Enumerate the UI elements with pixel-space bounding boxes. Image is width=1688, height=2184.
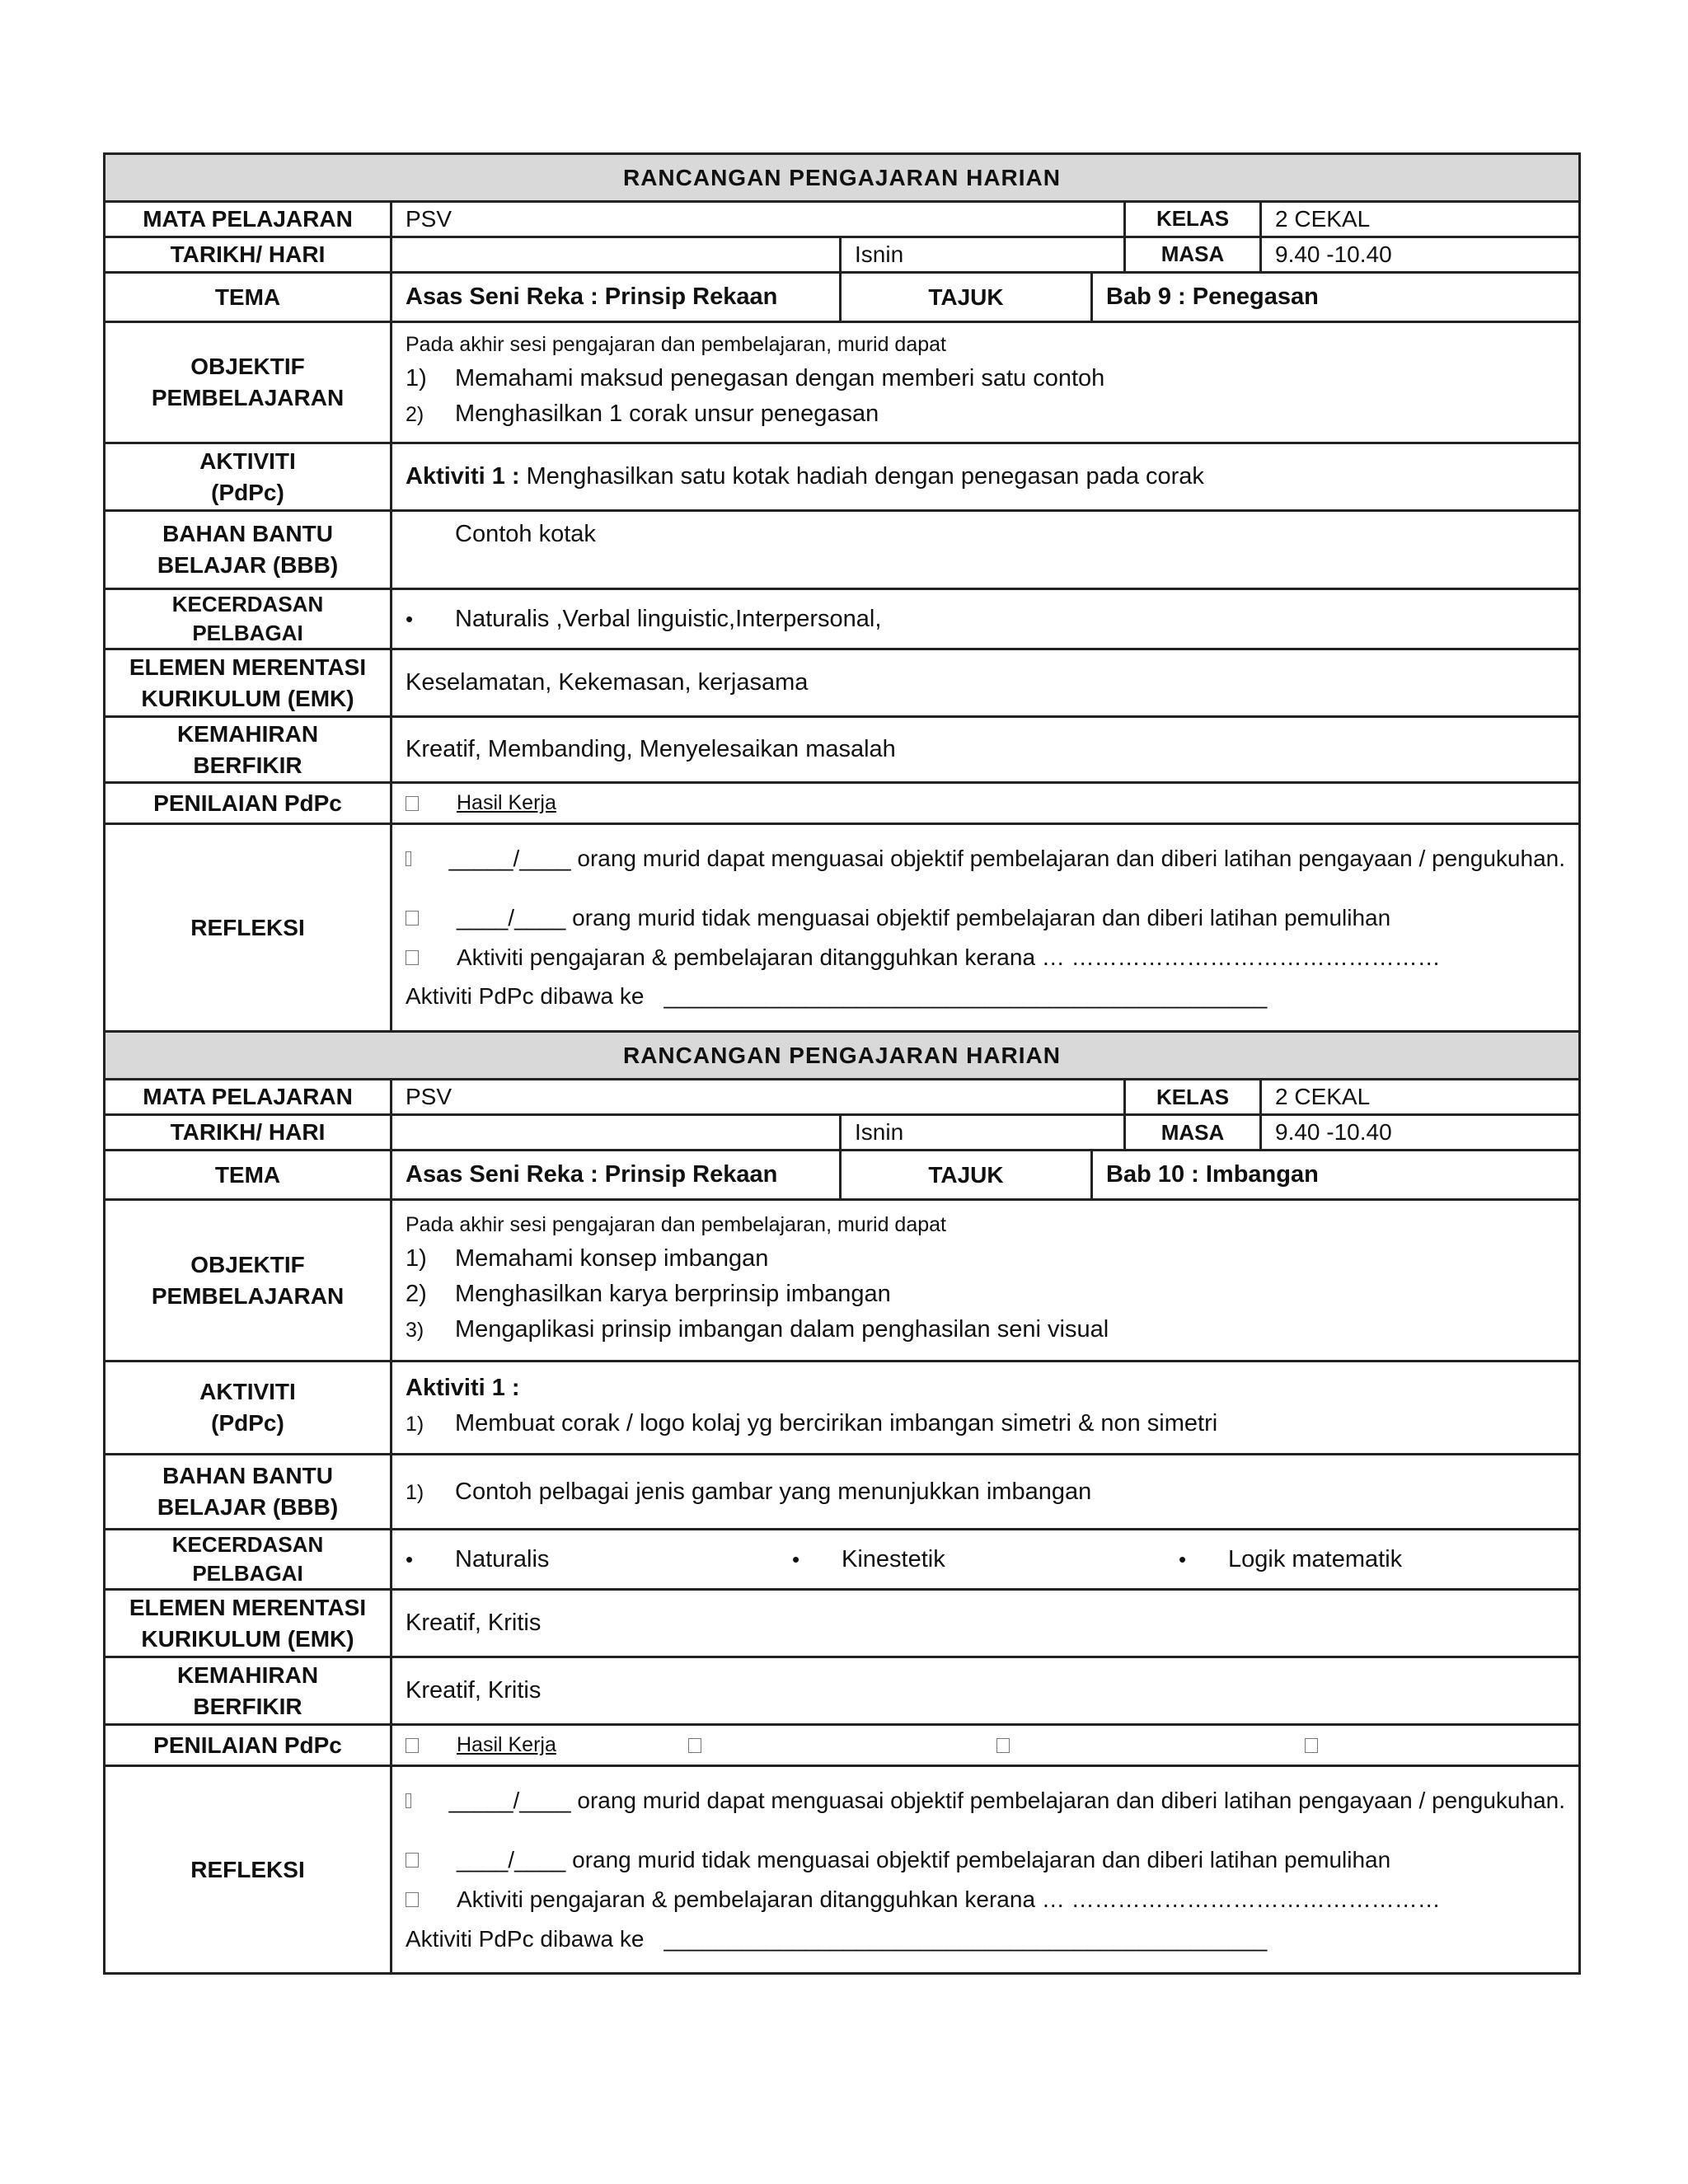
form1-objektif	[392, 322, 1580, 443]
refleksi-text: ____/____ orang murid tidak menguasai objektif pembelajaran dan diberi latihan pemulihan	[457, 904, 1391, 930]
label-kemahiran-line2: BERFIKIR	[193, 752, 302, 778]
label-tarikh-hari: TARIKH/ HARI	[105, 1115, 392, 1151]
form2-masa: 9.40 -10.40	[1261, 1115, 1580, 1151]
label-objektif-line2: PEMBELAJARAN	[151, 1282, 345, 1309]
aktiviti-item	[406, 1408, 1565, 1440]
bullet-icon: •	[406, 606, 414, 631]
checkbox-icon[interactable]	[406, 911, 419, 926]
refleksi-text: _____/____ orang murid dapat menguasai objektif pembelajaran dan diberi latihan pengayaan / pengukuhan.	[448, 846, 1565, 872]
label-refleksi: REFLEKSI	[105, 824, 392, 1032]
form2-kelas: 2 CEKAL	[1261, 1080, 1580, 1115]
form2-tajuk: Bab 10 : Imbangan	[1092, 1151, 1580, 1200]
label-kemahiran-line1: KEMAHIRAN	[176, 720, 319, 747]
form2-tema: Asas Seni Reka : Prinsip Rekaan	[392, 1151, 841, 1200]
label-objektif-line2: PEMBELAJARAN	[151, 385, 345, 410]
refleksi-line	[406, 843, 1565, 874]
form1-mata-pelajaran: PSV	[392, 202, 1125, 237]
checkbox-icon[interactable]	[406, 796, 419, 811]
refleksi-text: _____/____ orang murid dapat menguasai objektif pembelajaran dan diberi latihan pengayaan / pengukuhan.	[448, 1788, 1565, 1814]
form2-kemahiran: Kreatif, Kritis	[392, 1657, 1580, 1725]
form2-row-emk	[105, 1590, 1580, 1657]
checkbox-icon[interactable]	[406, 851, 411, 866]
item-text: Contoh pelbagai jenis gambar yang menunjukkan imbangan	[455, 1478, 1092, 1505]
item-number: 3)	[406, 1319, 424, 1343]
form2-row-tarikh	[105, 1115, 1580, 1151]
rph-table	[103, 152, 1581, 1975]
label-emk-line1: ELEMEN MERENTASI	[129, 654, 367, 680]
form2-row-tema	[105, 1151, 1580, 1200]
label-bbb-line1: BAHAN BANTU	[162, 521, 333, 547]
item-number: 1)	[406, 1413, 424, 1436]
form1-header: RANCANGAN PENGAJARAN HARIAN	[105, 154, 1580, 202]
label-aktiviti-line2: (PdPc)	[211, 1410, 284, 1436]
form1-row-refleksi	[105, 824, 1580, 1032]
penilaian-text: Hasil Kerja	[457, 790, 556, 814]
refleksi-line	[406, 981, 1565, 1012]
form1-emk: Keselamatan, Kekemasan, kerjasama	[392, 649, 1580, 717]
label-objektif	[105, 1200, 392, 1361]
refleksi-line	[406, 1924, 1565, 1955]
label-emk-line2: KURIKULUM (EMK)	[141, 1625, 354, 1652]
form2-row-mata-pelajaran	[105, 1080, 1580, 1115]
bbb-item	[406, 1476, 1565, 1508]
label-bbb-line2: BELAJAR (BBB)	[157, 552, 339, 578]
label-kecerdasan: KECERDASAN PELBAGAI	[105, 589, 392, 649]
label-aktiviti	[105, 1361, 392, 1455]
label-kelas: KELAS	[1125, 202, 1261, 237]
objektif-intro: Pada akhir sesi pengajaran dan pembelajaran, murid dapat	[406, 332, 946, 356]
label-tajuk: TAJUK	[841, 273, 1092, 322]
form1-tajuk: Bab 9 : Penegasan	[1092, 273, 1580, 322]
kecerdasan-item	[1179, 1544, 1565, 1576]
item-text: Memahami maksud penegasan dengan memberi satu contoh	[455, 364, 1105, 391]
penilaian-text: Hasil Kerja	[457, 1733, 556, 1756]
checkbox-icon[interactable]	[688, 1738, 701, 1753]
label-tema: TEMA	[105, 1151, 392, 1200]
form1-row-kecerdasan	[105, 589, 1580, 649]
refleksi-text: ____/____ orang murid tidak menguasai objektif pembelajaran dan diberi latihan pemulihan	[457, 1847, 1391, 1873]
label-tema: TEMA	[105, 273, 392, 322]
form1-row-mata-pelajaran	[105, 202, 1580, 237]
form1-masa: 9.40 -10.40	[1261, 237, 1580, 273]
kecerdasan-item	[792, 1544, 1179, 1576]
label-objektif-line1: OBJEKTIF	[190, 1251, 305, 1277]
item-text: Memahami konsep imbangan	[455, 1244, 769, 1272]
item-number: 1)	[406, 1244, 427, 1272]
checkbox-icon[interactable]	[406, 1892, 419, 1907]
form2-row-aktiviti	[105, 1361, 1580, 1455]
label-emk	[105, 649, 392, 717]
form2-row-kecerdasan	[105, 1530, 1580, 1590]
form2-row-penilaian	[105, 1725, 1580, 1766]
form1-row-aktiviti	[105, 443, 1580, 511]
form2-emk: Kreatif, Kritis	[392, 1590, 1580, 1657]
form1-hari: Isnin	[841, 237, 1125, 273]
kecerdasan-text: Logik matematik	[1228, 1545, 1403, 1572]
form2-row-bbb	[105, 1455, 1580, 1530]
refleksi-blank: _______________________________________________	[663, 1925, 1268, 1952]
label-aktiviti-line1: AKTIVITI	[199, 1379, 296, 1405]
objektif-item	[406, 1314, 1565, 1346]
label-masa: MASA	[1125, 1115, 1261, 1151]
form1-tema: Asas Seni Reka : Prinsip Rekaan	[392, 273, 841, 322]
form2-row-kemahiran	[105, 1657, 1580, 1725]
objektif-intro: Pada akhir sesi pengajaran dan pembelajaran, murid dapat	[406, 1213, 946, 1237]
kecerdasan-text: Naturalis	[455, 1545, 550, 1572]
item-number: 2)	[406, 402, 424, 426]
label-emk-line1: ELEMEN MERENTASI	[129, 1595, 367, 1621]
label-refleksi: REFLEKSI	[105, 1766, 392, 1974]
form1-bbb: Contoh kotak	[392, 511, 1580, 589]
objektif-item	[406, 1243, 1565, 1275]
label-mata-pelajaran: MATA PELAJARAN	[105, 202, 392, 237]
form1-penilaian	[392, 783, 1580, 824]
checkbox-icon[interactable]	[996, 1738, 1010, 1753]
label-kemahiran-line1: KEMAHIRAN	[176, 1662, 319, 1689]
label-aktiviti-line2: (PdPc)	[211, 479, 284, 505]
label-aktiviti	[105, 443, 392, 511]
label-kemahiran	[105, 717, 392, 783]
aktiviti-label: Aktiviti 1 :	[406, 1375, 520, 1402]
refleksi-text: Aktiviti pengajaran & pembelajaran ditangguhkan kerana … …………………………………………	[457, 944, 1441, 970]
label-kelas: KELAS	[1125, 1080, 1261, 1115]
form2-row-refleksi	[105, 1766, 1580, 1974]
item-number: 1)	[406, 1480, 424, 1504]
form1-aktiviti	[392, 443, 1580, 511]
form2-penilaian	[392, 1725, 1580, 1766]
item-number: 2)	[406, 1280, 427, 1307]
label-emk	[105, 1590, 392, 1657]
kecerdasan-text: Naturalis ,Verbal linguistic,Interpersonal,	[455, 605, 882, 632]
kecerdasan-text: Kinestetik	[842, 1545, 945, 1572]
form1-kecerdasan	[392, 589, 1580, 649]
objektif-item	[406, 1278, 1565, 1310]
form2-refleksi	[392, 1766, 1580, 1974]
objektif-item	[406, 363, 1565, 395]
refleksi-text: Aktiviti pengajaran & pembelajaran ditangguhkan kerana … …………………………………………	[457, 1886, 1441, 1912]
form2-bbb	[392, 1455, 1580, 1530]
form1-row-objektif	[105, 322, 1580, 443]
label-bbb-line2: BELAJAR (BBB)	[157, 1494, 339, 1521]
label-objektif-line1: OBJEKTIF	[190, 354, 305, 380]
label-kecerdasan: KECERDASAN PELBAGAI	[105, 1530, 392, 1590]
objektif-item	[406, 398, 1565, 430]
form1-refleksi	[392, 824, 1580, 1032]
form1-row-tema	[105, 273, 1580, 322]
bullet-icon: •	[406, 1546, 414, 1572]
form1-tarikh	[392, 237, 841, 273]
bullet-icon: •	[792, 1546, 800, 1572]
rph-document	[103, 152, 1578, 1975]
label-tarikh-hari: TARIKH/ HARI	[105, 237, 392, 273]
refleksi-line	[406, 1884, 1565, 1915]
item-text: Membuat corak / logo kolaj yg bercirikan imbangan simetri & non simetri	[455, 1410, 1218, 1437]
refleksi-blank: _______________________________________________	[663, 983, 1268, 1010]
label-penilaian: PENILAIAN PdPc	[105, 1725, 392, 1766]
label-masa: MASA	[1125, 237, 1261, 273]
refleksi-line	[406, 1785, 1565, 1816]
form1-row-kemahiran	[105, 717, 1580, 783]
form1-row-bbb	[105, 511, 1580, 589]
refleksi-line	[406, 942, 1565, 973]
label-penilaian: PENILAIAN PdPc	[105, 783, 392, 824]
form1-row-tarikh	[105, 237, 1580, 273]
refleksi-text: Aktiviti PdPc dibawa ke	[406, 983, 645, 1010]
label-aktiviti-line1: AKTIVITI	[199, 448, 296, 474]
aktiviti-text: Menghasilkan satu kotak hadiah dengan penegasan pada corak	[519, 462, 1204, 490]
label-bbb	[105, 1455, 392, 1530]
checkbox-icon[interactable]	[406, 950, 419, 965]
label-tajuk: TAJUK	[841, 1151, 1092, 1200]
form2-mata-pelajaran: PSV	[392, 1080, 1125, 1115]
item-number: 1)	[406, 364, 427, 391]
form1-kelas: 2 CEKAL	[1261, 202, 1580, 237]
form2-tarikh	[392, 1115, 841, 1151]
form2-header: RANCANGAN PENGAJARAN HARIAN	[105, 1032, 1580, 1080]
form2-row-objektif	[105, 1200, 1580, 1361]
form2-kecerdasan	[392, 1530, 1580, 1590]
label-kemahiran-line2: BERFIKIR	[193, 1693, 302, 1719]
form2-header-row	[105, 1032, 1580, 1080]
item-text: Mengaplikasi prinsip imbangan dalam penghasilan seni visual	[455, 1316, 1109, 1343]
label-objektif	[105, 322, 392, 443]
kecerdasan-item	[406, 603, 881, 635]
form2-objektif	[392, 1200, 1580, 1361]
form1-header-row	[105, 154, 1580, 202]
label-emk-line2: KURIKULUM (EMK)	[141, 685, 354, 711]
form1-row-emk	[105, 649, 1580, 717]
label-bbb	[105, 511, 392, 589]
checkbox-icon[interactable]	[406, 1853, 419, 1868]
checkbox-icon[interactable]	[406, 1793, 411, 1808]
aktiviti-label: Aktiviti 1 :	[406, 462, 520, 490]
refleksi-line	[406, 902, 1565, 934]
form2-aktiviti	[392, 1361, 1580, 1455]
item-text: Menghasilkan karya berprinsip imbangan	[455, 1280, 891, 1307]
label-kemahiran	[105, 1657, 392, 1725]
refleksi-text: Aktiviti PdPc dibawa ke	[406, 1925, 645, 1952]
form1-row-penilaian	[105, 783, 1580, 824]
refleksi-line	[406, 1844, 1565, 1876]
form1-kemahiran: Kreatif, Membanding, Menyelesaikan masalah	[392, 717, 1580, 783]
checkbox-icon[interactable]	[1305, 1738, 1318, 1753]
bullet-icon: •	[1179, 1546, 1187, 1572]
form2-hari: Isnin	[841, 1115, 1125, 1151]
kecerdasan-item	[406, 1544, 792, 1576]
item-text: Menghasilkan 1 corak unsur penegasan	[455, 400, 879, 427]
checkbox-icon[interactable]	[406, 1738, 419, 1753]
label-bbb-line1: BAHAN BANTU	[162, 1463, 333, 1489]
label-mata-pelajaran: MATA PELAJARAN	[105, 1080, 392, 1115]
